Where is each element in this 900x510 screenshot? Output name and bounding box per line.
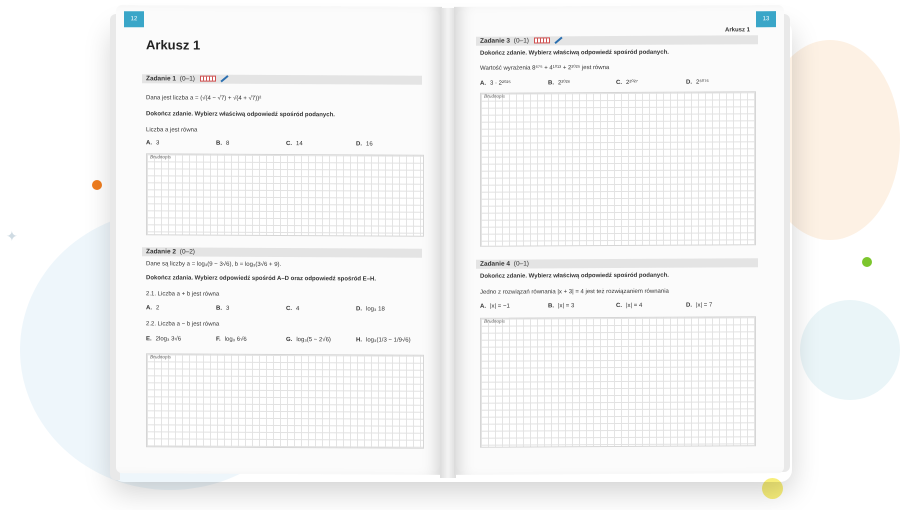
task-2-title: Zadanie 2 (146, 248, 176, 256)
right-page (454, 5, 784, 475)
page-number-right: 13 (756, 11, 776, 27)
task-2-answer-c[interactable]: C. 4 (286, 306, 300, 313)
task-2-answer-a[interactable]: A. 2 (146, 305, 160, 312)
task-2-header (142, 247, 422, 257)
task-1-scratch-label: Brudnopis (150, 155, 171, 161)
task-2-answer-f[interactable]: F. log₃ 6√6 (216, 336, 247, 343)
sheet-title-right: Arkusz 1 (724, 27, 750, 34)
task-2-1-question: 2.1. Liczba a + b jest równa (146, 291, 220, 298)
task-4-header (476, 258, 758, 268)
task-2-answer-e[interactable]: E. 2log₃ 3√6 (146, 336, 182, 343)
task-3-scratch-grid[interactable] (480, 91, 756, 246)
task-3-answer-c[interactable]: C. 2²⁰²⁷ (616, 79, 638, 87)
pencil-icon (554, 37, 562, 44)
task-4-title: Zadanie 4 (480, 260, 510, 268)
score-boxes-icon (200, 76, 216, 82)
task-2-answer-h[interactable]: H. log₃(1/3 − 1/9√6) (356, 337, 411, 344)
task-1-header (142, 74, 422, 84)
task-1-answer-a[interactable]: A. 3 (146, 140, 160, 147)
task-2-instruction: Dokończ zdania. Wybierz odpowiedź spośród A–D oraz odpowiedź spośród E–H. (146, 275, 377, 283)
task-1-points: (0–1) (179, 75, 195, 83)
task-1-answer-b[interactable]: B. 8 (216, 140, 230, 147)
page-number-left: 12 (124, 11, 144, 27)
task-4-stem: Jedno z rozwiązań równania |x + 3| = 4 jest też rozwiązaniem równania (480, 288, 669, 296)
task-1-answer-c[interactable]: C. 14 (286, 141, 303, 148)
task-3-instruction: Dokończ zdanie. Wybierz właściwą odpowiedź spośród podanych. (480, 49, 669, 57)
task-4-scratch-label: Brudnopis (484, 319, 505, 325)
task-4-instruction: Dokończ zdanie. Wybierz właściwą odpowiedź spośród podanych. (480, 272, 669, 280)
task-3-header (476, 35, 758, 45)
task-4-scratch-grid[interactable] (480, 316, 756, 447)
task-2-answer-b[interactable]: B. 3 (216, 305, 230, 312)
task-2-given: Dane są liczby a = log₃(9 − 3√6), b = log₃(3√6 + 9). (146, 261, 282, 269)
task-2-2-question: 2.2. Liczba a − b jest równa (146, 321, 220, 328)
task-2-points: (0–2) (179, 248, 195, 256)
task-1-answer-d[interactable]: D. 16 (356, 141, 373, 148)
task-3-scratch-label: Brudnopis (484, 94, 505, 100)
left-page (116, 5, 442, 475)
task-3-title: Zadanie 3 (480, 37, 510, 45)
task-3-points: (0–1) (513, 37, 529, 45)
task-4-answer-b[interactable]: B. |x| = 3 (548, 303, 575, 310)
task-4-answer-d[interactable]: D. |x| = 7 (686, 302, 713, 309)
task-3-answer-b[interactable]: B. 2²⁰²⁶ (548, 80, 571, 87)
task-4-answer-c[interactable]: C. |x| = 4 (616, 302, 643, 310)
background-blob-teal (800, 300, 900, 400)
task-3-stem: Wartość wyrażenia 8⁶⁷⁵ + 4¹⁰¹³ + 2²⁰²⁵ jest równa (480, 65, 610, 72)
task-3-answer-d[interactable]: D. 2⁶⁰⁷⁶ (686, 79, 709, 86)
task-1-given: Dana jest liczba a = (√(4 − √7) + √(4 + √7))² (146, 95, 262, 102)
pencil-icon (220, 75, 228, 82)
task-2-answer-d[interactable]: D. log₃ 18 (356, 306, 385, 313)
score-boxes-icon (534, 38, 550, 44)
orange-dot (92, 180, 102, 190)
task-1-title: Zadanie 1 (146, 75, 176, 83)
task-4-points: (0–1) (513, 260, 529, 268)
green-dot (862, 257, 872, 267)
task-2-answer-g[interactable]: G. log₃(5 − 2√6) (286, 337, 331, 344)
task-2-scratch-grid[interactable] (146, 353, 424, 448)
task-3-answer-a[interactable]: A. 3 · 2²⁰²⁵ (480, 80, 511, 87)
task-1-instruction: Dokończ zdanie. Wybierz właściwą odpowiedź spośród podanych. (146, 111, 335, 119)
task-4-answer-a[interactable]: A. |x| = −1 (480, 303, 510, 310)
sheet-title: Arkusz 1 (146, 37, 201, 53)
task-1-scratch-grid[interactable] (146, 153, 424, 236)
sparkle-icon: ✦ (6, 228, 18, 244)
task-1-stem: Liczba a jest równa (146, 127, 198, 134)
task-2-scratch-label: Brudnopis (150, 355, 171, 361)
